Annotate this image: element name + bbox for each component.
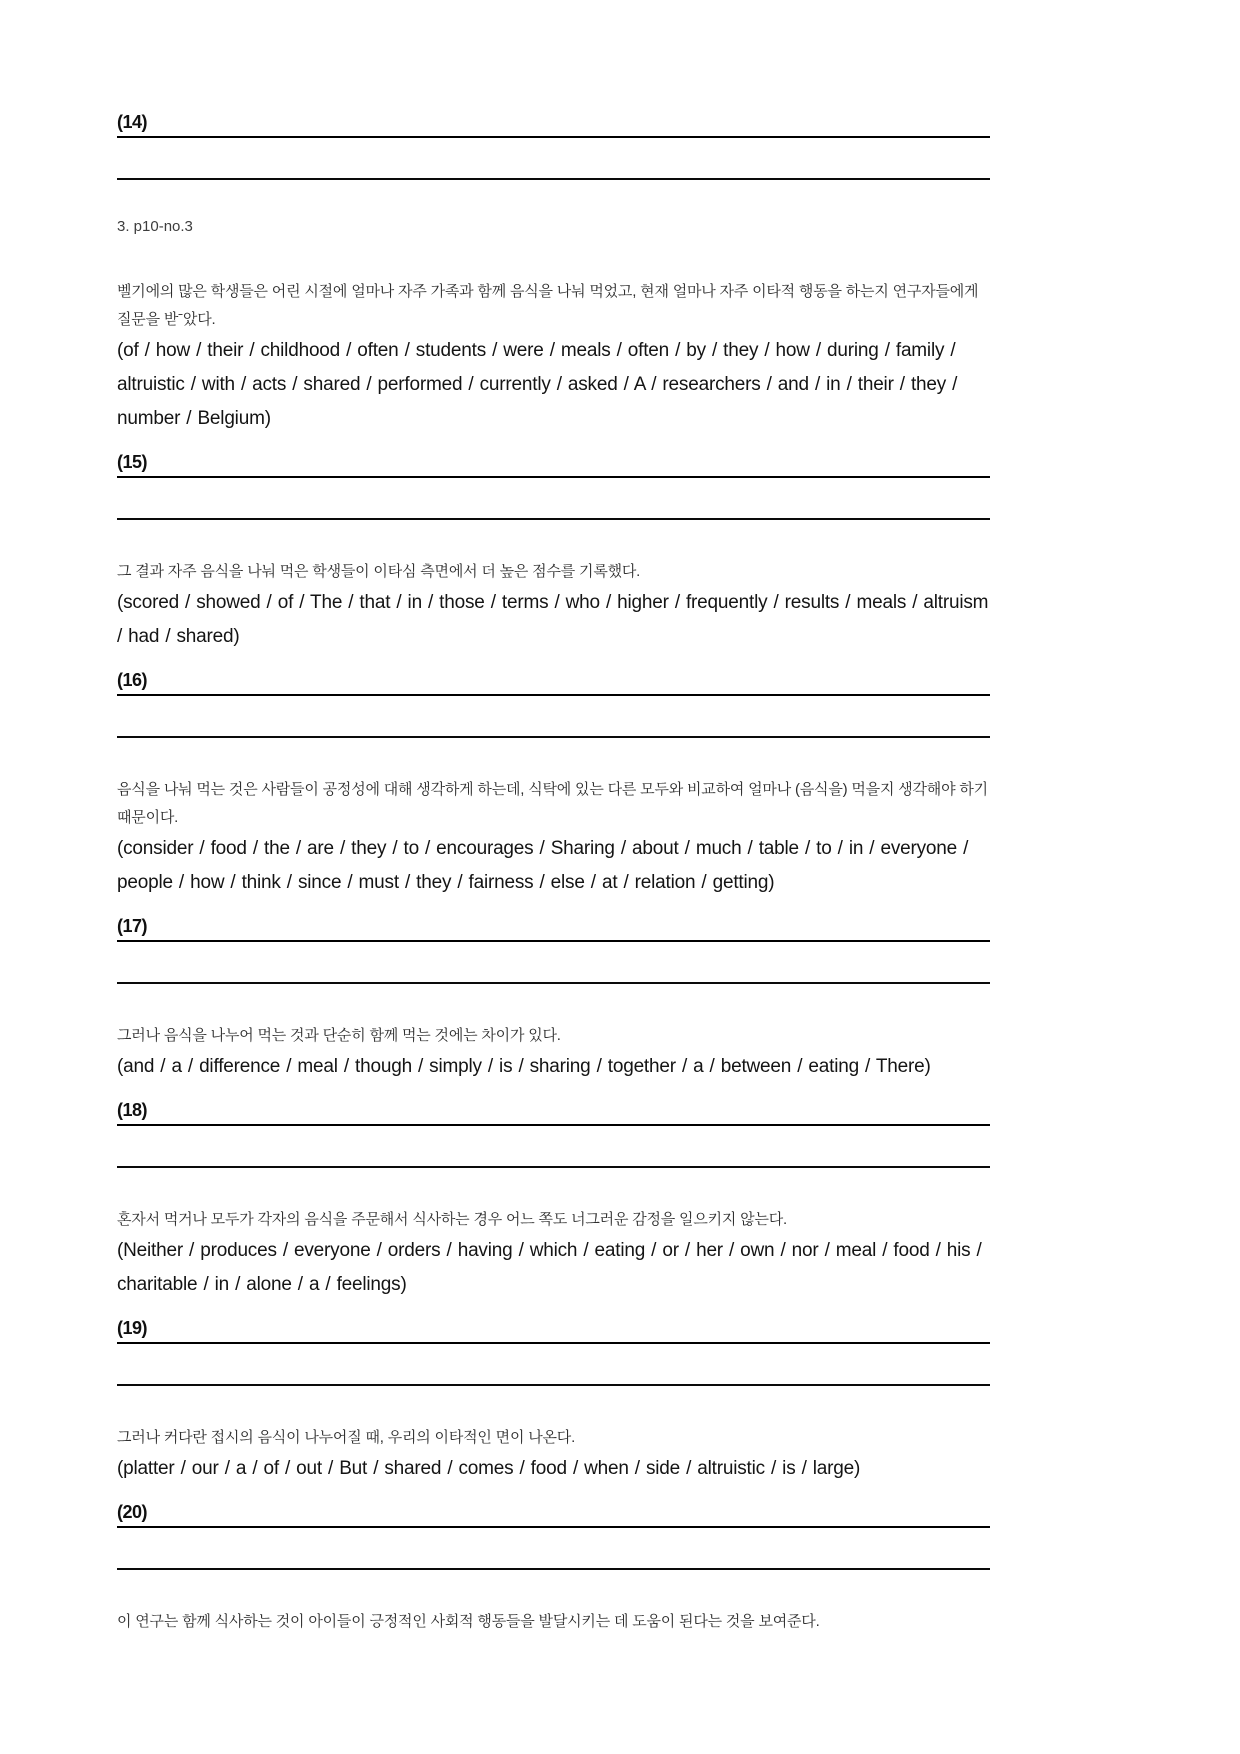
korean-sentence: 그 결과 자주 음식을 나눠 먹은 학생들이 이타심 측면에서 더 높은 점수를 기록했다. bbox=[117, 563, 641, 580]
question-prompt bbox=[117, 1608, 990, 1636]
korean-sentence: 그러나 커다란 접시의 음식이 나누어질 때, 우리의 이타적인 면이 나온다. bbox=[117, 1429, 576, 1446]
korean-sentence: 혼자서 먹거나 모두가 각자의 음식을 주문해서 식사하는 경우 어느 쪽도 너그러운 감정을 일으키지 않는다. bbox=[117, 1211, 788, 1228]
answer-write-line bbox=[117, 1100, 990, 1126]
word-bank: (consider / food / the / are / they / to / encourages / Sharing / about / much / table / to / in / everyone / people / how / think / since / must / they / fairness / else / at / relation / getting) bbox=[117, 838, 969, 893]
question-prompt bbox=[117, 776, 990, 900]
question-number-label: (14) bbox=[117, 112, 148, 132]
answer-write-line bbox=[117, 916, 990, 942]
question-prompt bbox=[117, 1424, 990, 1486]
word-bank: (scored / showed / of / The / that / in / those / terms / who / higher / frequently / results / meals / altruism / had / shared) bbox=[117, 592, 989, 647]
answer-write-line bbox=[117, 452, 990, 478]
answer-write-line bbox=[117, 112, 990, 138]
question-number-label: (16) bbox=[117, 670, 148, 690]
question-prompt bbox=[117, 1206, 990, 1302]
answer-block-20 bbox=[117, 1502, 990, 1570]
answer-write-line bbox=[117, 670, 990, 696]
answer-blank-line bbox=[117, 982, 990, 984]
question-number-label: (20) bbox=[117, 1502, 148, 1522]
word-bank: (of / how / their / childhood / often / students / were / meals / often / by / they / how / during / family / altruistic / with / acts / shared / performed / currently / asked / A / researchers / and / in / their / they / number / Belgium) bbox=[117, 340, 958, 429]
korean-sentence: 그러나 음식을 나누어 먹는 것과 단순히 함께 먹는 것에는 차이가 있다. bbox=[117, 1027, 561, 1044]
question-number-label: (19) bbox=[117, 1318, 148, 1338]
answer-block-17 bbox=[117, 916, 990, 984]
answer-blank-line bbox=[117, 736, 990, 738]
answer-blank-line bbox=[117, 1384, 990, 1386]
korean-sentence: 벨기에의 많은 학생들은 어린 시절에 얼마나 자주 가족과 함께 음식을 나눠 먹었고, 현재 얼마나 자주 이타적 행동을 하는지 연구자들에게 질문을 받ˉ았다. bbox=[117, 283, 979, 328]
word-bank: (and / a / difference / meal / though / simply / is / sharing / together / a / between / eating / There) bbox=[117, 1056, 931, 1077]
answer-blank-line bbox=[117, 518, 990, 520]
question-number-label: (18) bbox=[117, 1100, 148, 1120]
question-prompt bbox=[117, 1022, 990, 1084]
question-number-label: (15) bbox=[117, 452, 148, 472]
korean-sentence: 음식을 나눠 먹는 것은 사람들이 공정성에 대해 생각하게 하는데, 식탁에 있는 다른 모두와 비교하여 얼마나 (음식을) 먹을지 생각해야 하기 때문이다. bbox=[117, 781, 988, 826]
answer-block-18 bbox=[117, 1100, 990, 1168]
passage-header: 3. p10-no.3 bbox=[117, 218, 193, 235]
answer-blank-line bbox=[117, 178, 990, 180]
question-number-label: (17) bbox=[117, 916, 148, 936]
answer-write-line bbox=[117, 1318, 990, 1344]
answer-block-15 bbox=[117, 452, 990, 520]
question-prompt bbox=[117, 278, 990, 436]
question-prompt bbox=[117, 558, 990, 654]
answer-blank-line bbox=[117, 1568, 990, 1570]
word-bank: (Neither / produces / everyone / orders / having / which / eating / or / her / own / nor / meal / food / his / charitable / in / alone / a / feelings) bbox=[117, 1240, 982, 1295]
answer-blank-line bbox=[117, 1166, 990, 1168]
answer-block-16 bbox=[117, 670, 990, 738]
korean-sentence: 이 연구는 함께 식사하는 것이 아이들이 긍정적인 사회적 행동들을 발달시키는 데 도움이 된다는 것을 보여준다. bbox=[117, 1613, 820, 1630]
answer-block-19 bbox=[117, 1318, 990, 1386]
word-bank: (platter / our / a / of / out / But / shared / comes / food / when / side / altruistic / is / large) bbox=[117, 1458, 861, 1479]
answer-write-line bbox=[117, 1502, 990, 1528]
answer-block-14 bbox=[117, 112, 990, 180]
